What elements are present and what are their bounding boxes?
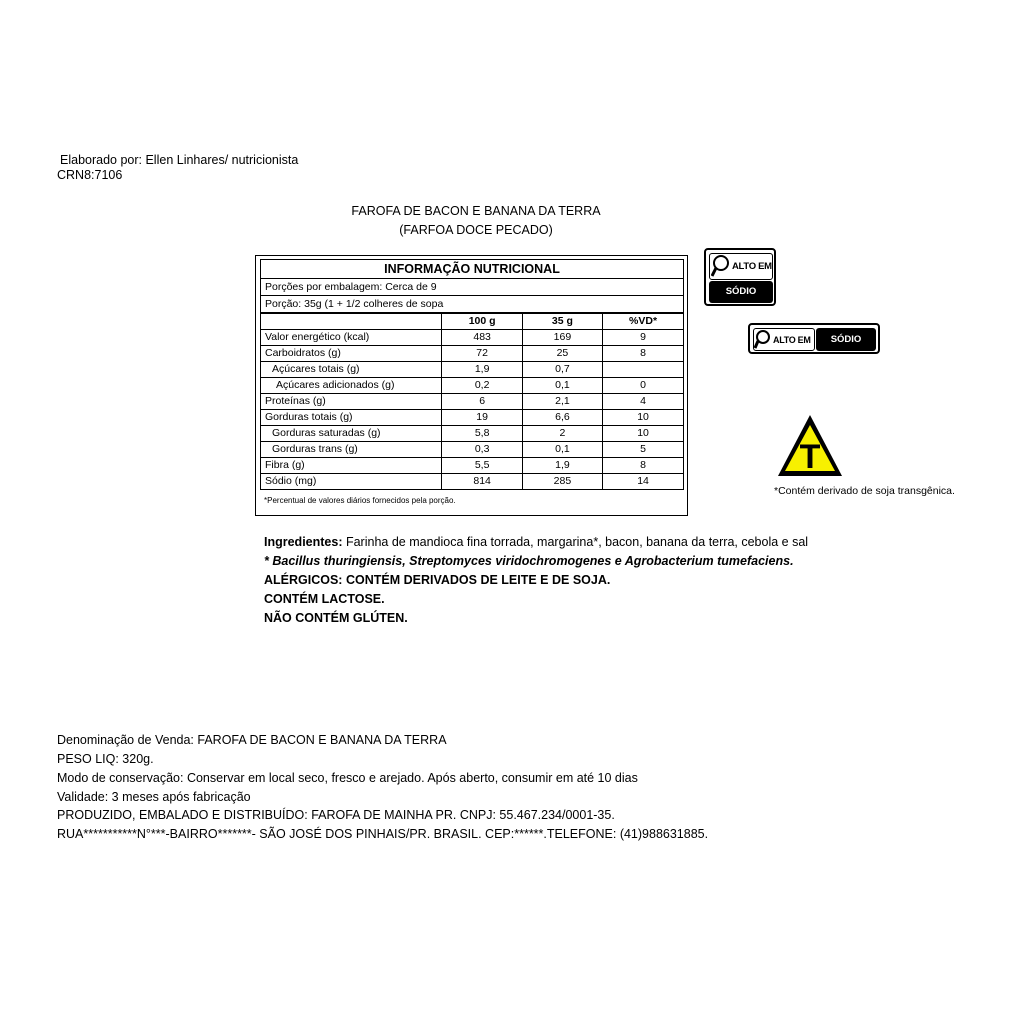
value-35g: 25 xyxy=(522,346,602,362)
product-subtitle: (FARFOA DOCE PECADO) xyxy=(399,223,553,237)
value-100g: 6 xyxy=(442,394,522,410)
value-vd: 9 xyxy=(603,330,684,346)
table-row xyxy=(261,346,684,362)
lactose-statement: CONTÉM LACTOSE. xyxy=(264,592,385,606)
table-row xyxy=(261,378,684,394)
value-35g: 6,6 xyxy=(522,410,602,426)
nutritionist-credit xyxy=(57,153,299,183)
value-vd: 5 xyxy=(603,442,684,458)
value-35g: 2,1 xyxy=(522,394,602,410)
table-row xyxy=(261,426,684,442)
column-header: 100 g xyxy=(442,314,522,330)
credit-name: Elaborado por: Ellen Linhares/ nutricionista xyxy=(60,153,299,167)
magnifier-icon xyxy=(754,329,772,350)
serving-size: Porção: 35g (1 + 1/2 colheres de sopa xyxy=(260,296,684,313)
ingredients-label: Ingredientes: xyxy=(264,535,343,549)
high-sodium-badge-horizontal xyxy=(748,323,880,354)
sodium-label: SÓDIO xyxy=(709,281,773,303)
value-100g: 5,5 xyxy=(442,458,522,474)
row-label: Gorduras trans (g) xyxy=(261,442,442,458)
value-vd: 0 xyxy=(603,378,684,394)
table-row xyxy=(261,458,684,474)
value-100g: 72 xyxy=(442,346,522,362)
row-label: Gorduras saturadas (g) xyxy=(261,426,442,442)
column-header: 35 g xyxy=(522,314,602,330)
row-label: Açúcares adicionados (g) xyxy=(261,378,442,394)
value-35g: 0,7 xyxy=(522,362,602,378)
producer-info: PRODUZIDO, EMBALADO E DISTRIBUÍDO: FAROFA DE MAINHA PR. CNPJ: 55.467.234/0001-35. xyxy=(57,808,615,822)
value-vd xyxy=(603,362,684,378)
value-100g: 814 xyxy=(442,474,522,490)
transgenic-symbol-icon xyxy=(775,413,845,478)
row-label: Gorduras totais (g) xyxy=(261,410,442,426)
value-100g: 1,9 xyxy=(442,362,522,378)
nutrition-grid xyxy=(260,313,684,490)
transgenic-note: *Contém derivado de soja transgênica. xyxy=(774,485,955,497)
value-100g: 5,8 xyxy=(442,426,522,442)
value-35g: 0,1 xyxy=(522,378,602,394)
table-header-row xyxy=(261,314,684,330)
row-label: Proteínas (g) xyxy=(261,394,442,410)
table-row xyxy=(261,330,684,346)
transgenic-letter: T xyxy=(799,438,821,476)
value-vd: 8 xyxy=(603,346,684,362)
value-vd: 10 xyxy=(603,426,684,442)
table-row xyxy=(261,442,684,458)
magnifier-icon xyxy=(711,254,733,278)
row-label: Carboidratos (g) xyxy=(261,346,442,362)
table-row xyxy=(261,410,684,426)
ingredients-text: Farinha de mandioca fina torrada, margarina*, bacon, banana da terra, cebola e sal xyxy=(342,535,809,549)
value-35g: 0,1 xyxy=(522,442,602,458)
value-35g: 169 xyxy=(522,330,602,346)
servings-per-pack: Porções por embalagem: Cerca de 9 xyxy=(260,279,684,296)
gluten-statement: NÃO CONTÉM GLÚTEN. xyxy=(264,611,408,625)
net-weight: PESO LIQ: 320g. xyxy=(57,752,154,766)
sales-name: Denominação de Venda: FAROFA DE BACON E BANANA DA TERRA xyxy=(57,733,447,747)
value-vd: 14 xyxy=(603,474,684,490)
table-row xyxy=(261,394,684,410)
value-100g: 0,2 xyxy=(442,378,522,394)
row-label: Valor energético (kcal) xyxy=(261,330,442,346)
alto-em-label: ALTO EM xyxy=(773,335,811,345)
value-vd: 8 xyxy=(603,458,684,474)
ingredients-line xyxy=(264,535,808,549)
product-title: FAROFA DE BACON E BANANA DA TERRA xyxy=(351,204,601,218)
value-vd: 4 xyxy=(603,394,684,410)
value-100g: 483 xyxy=(442,330,522,346)
row-label: Sódio (mg) xyxy=(261,474,442,490)
producer-address: RUA***********N°***-BAIRRO*******- SÃO JOSÉ DOS PINHAIS/PR. BRASIL. CEP:******.TELEFONE: (41)988631885. xyxy=(57,827,709,841)
shelf-life: Validade: 3 meses após fabricação xyxy=(57,790,251,804)
high-sodium-badge-vertical xyxy=(704,248,776,306)
table-row xyxy=(261,474,684,490)
row-label: Fibra (g) xyxy=(261,458,442,474)
row-label: Açúcares totais (g) xyxy=(261,362,442,378)
storage-instructions: Modo de conservação: Conservar em local seco, fresco e arejado. Após aberto, consumir em até 10 dias xyxy=(57,771,638,785)
alto-em-label: ALTO EM xyxy=(732,261,772,272)
nutrition-table xyxy=(255,255,688,516)
ingredients-footnote: * Bacillus thuringiensis, Streptomyces viridochromogenes e Agrobacterium tumefaciens. xyxy=(264,554,794,568)
credit-crn: CRN8:7106 xyxy=(57,168,123,182)
table-row xyxy=(261,362,684,378)
column-header: %VD* xyxy=(603,314,684,330)
value-100g: 0,3 xyxy=(442,442,522,458)
value-35g: 2 xyxy=(522,426,602,442)
sodium-label: SÓDIO xyxy=(816,328,876,351)
value-100g: 19 xyxy=(442,410,522,426)
allergens-statement: ALÉRGICOS: CONTÉM DERIVADOS DE LEITE E DE SOJA. xyxy=(264,573,611,587)
value-35g: 1,9 xyxy=(522,458,602,474)
nutrition-heading: INFORMAÇÃO NUTRICIONAL xyxy=(260,259,684,279)
value-vd: 10 xyxy=(603,410,684,426)
value-35g: 285 xyxy=(522,474,602,490)
nutrition-footnote: *Percentual de valores diários fornecidos pela porção. xyxy=(264,496,456,505)
